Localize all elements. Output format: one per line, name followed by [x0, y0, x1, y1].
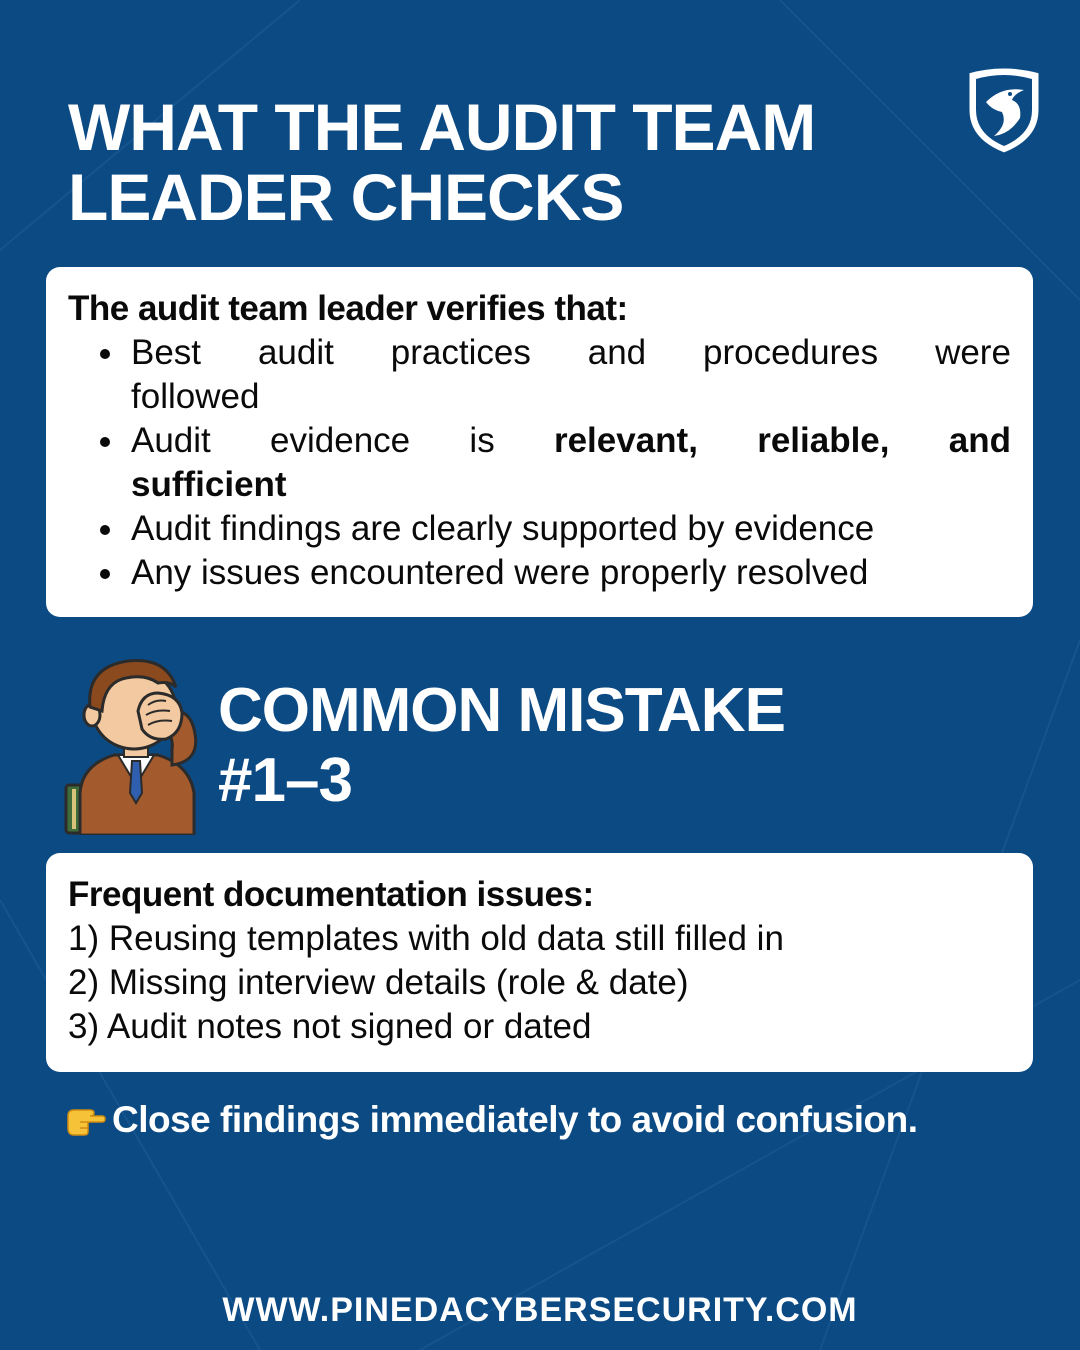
website-url: WWW.PINEDACYBERSECURITY.COM: [222, 1291, 858, 1329]
word: Best: [131, 333, 202, 372]
mistake-title-line-2: #1–3: [218, 746, 352, 815]
word: evidence: [270, 421, 411, 460]
word: and: [587, 333, 647, 372]
title-line-2: LEADER CHECKS: [68, 160, 624, 234]
emphasis-word: reliable,: [757, 421, 890, 460]
check-item-4: Any issues encountered were properly resolved: [68, 551, 1011, 595]
word: Audit: [131, 421, 211, 460]
word: practices: [390, 333, 531, 372]
word: is: [469, 421, 495, 460]
facepalm-man-illustration: [62, 653, 207, 835]
check-item-2-tail: sufficient: [131, 465, 287, 504]
issues-list: [68, 917, 1011, 1049]
word: procedures: [703, 333, 879, 372]
title-line-1: WHAT THE AUDIT TEAM: [68, 90, 816, 164]
page-title: [68, 92, 928, 232]
emphasis-word: and: [948, 421, 1011, 460]
word: audit: [257, 333, 334, 372]
checks-heading: The audit team leader verifies that:: [68, 289, 628, 328]
checks-card: [46, 267, 1033, 617]
mistake-title: [218, 676, 785, 816]
checks-list: [68, 331, 1011, 595]
issue-item-2: 2) Missing interview details (role & date): [68, 963, 689, 1002]
check-item-3: Audit findings are clearly supported by evidence: [68, 507, 1011, 551]
issue-item-1: 1) Reusing templates with old data still filled in: [68, 919, 784, 958]
eagle-shield-icon: [962, 64, 1046, 156]
issues-heading: Frequent documentation issues:: [68, 875, 594, 914]
callout-text: Close findings immediately to avoid confusion.: [112, 1099, 918, 1140]
check-item-1-justified-line: [131, 331, 1011, 375]
mistake-title-line-1: COMMON MISTAKE: [218, 676, 785, 745]
word: were: [935, 333, 1011, 372]
check-item-2-justified-line: [131, 419, 1011, 463]
pointing-hand-icon: [66, 1104, 106, 1136]
check-item-2: [68, 419, 1011, 507]
check-item-1-tail: followed: [131, 377, 260, 416]
check-item-1: [68, 331, 1011, 419]
issues-card: [46, 853, 1033, 1072]
issue-item-3: 3) Audit notes not signed or dated: [68, 1007, 592, 1046]
callout: [66, 1098, 918, 1142]
emphasis-word: relevant,: [553, 421, 698, 460]
